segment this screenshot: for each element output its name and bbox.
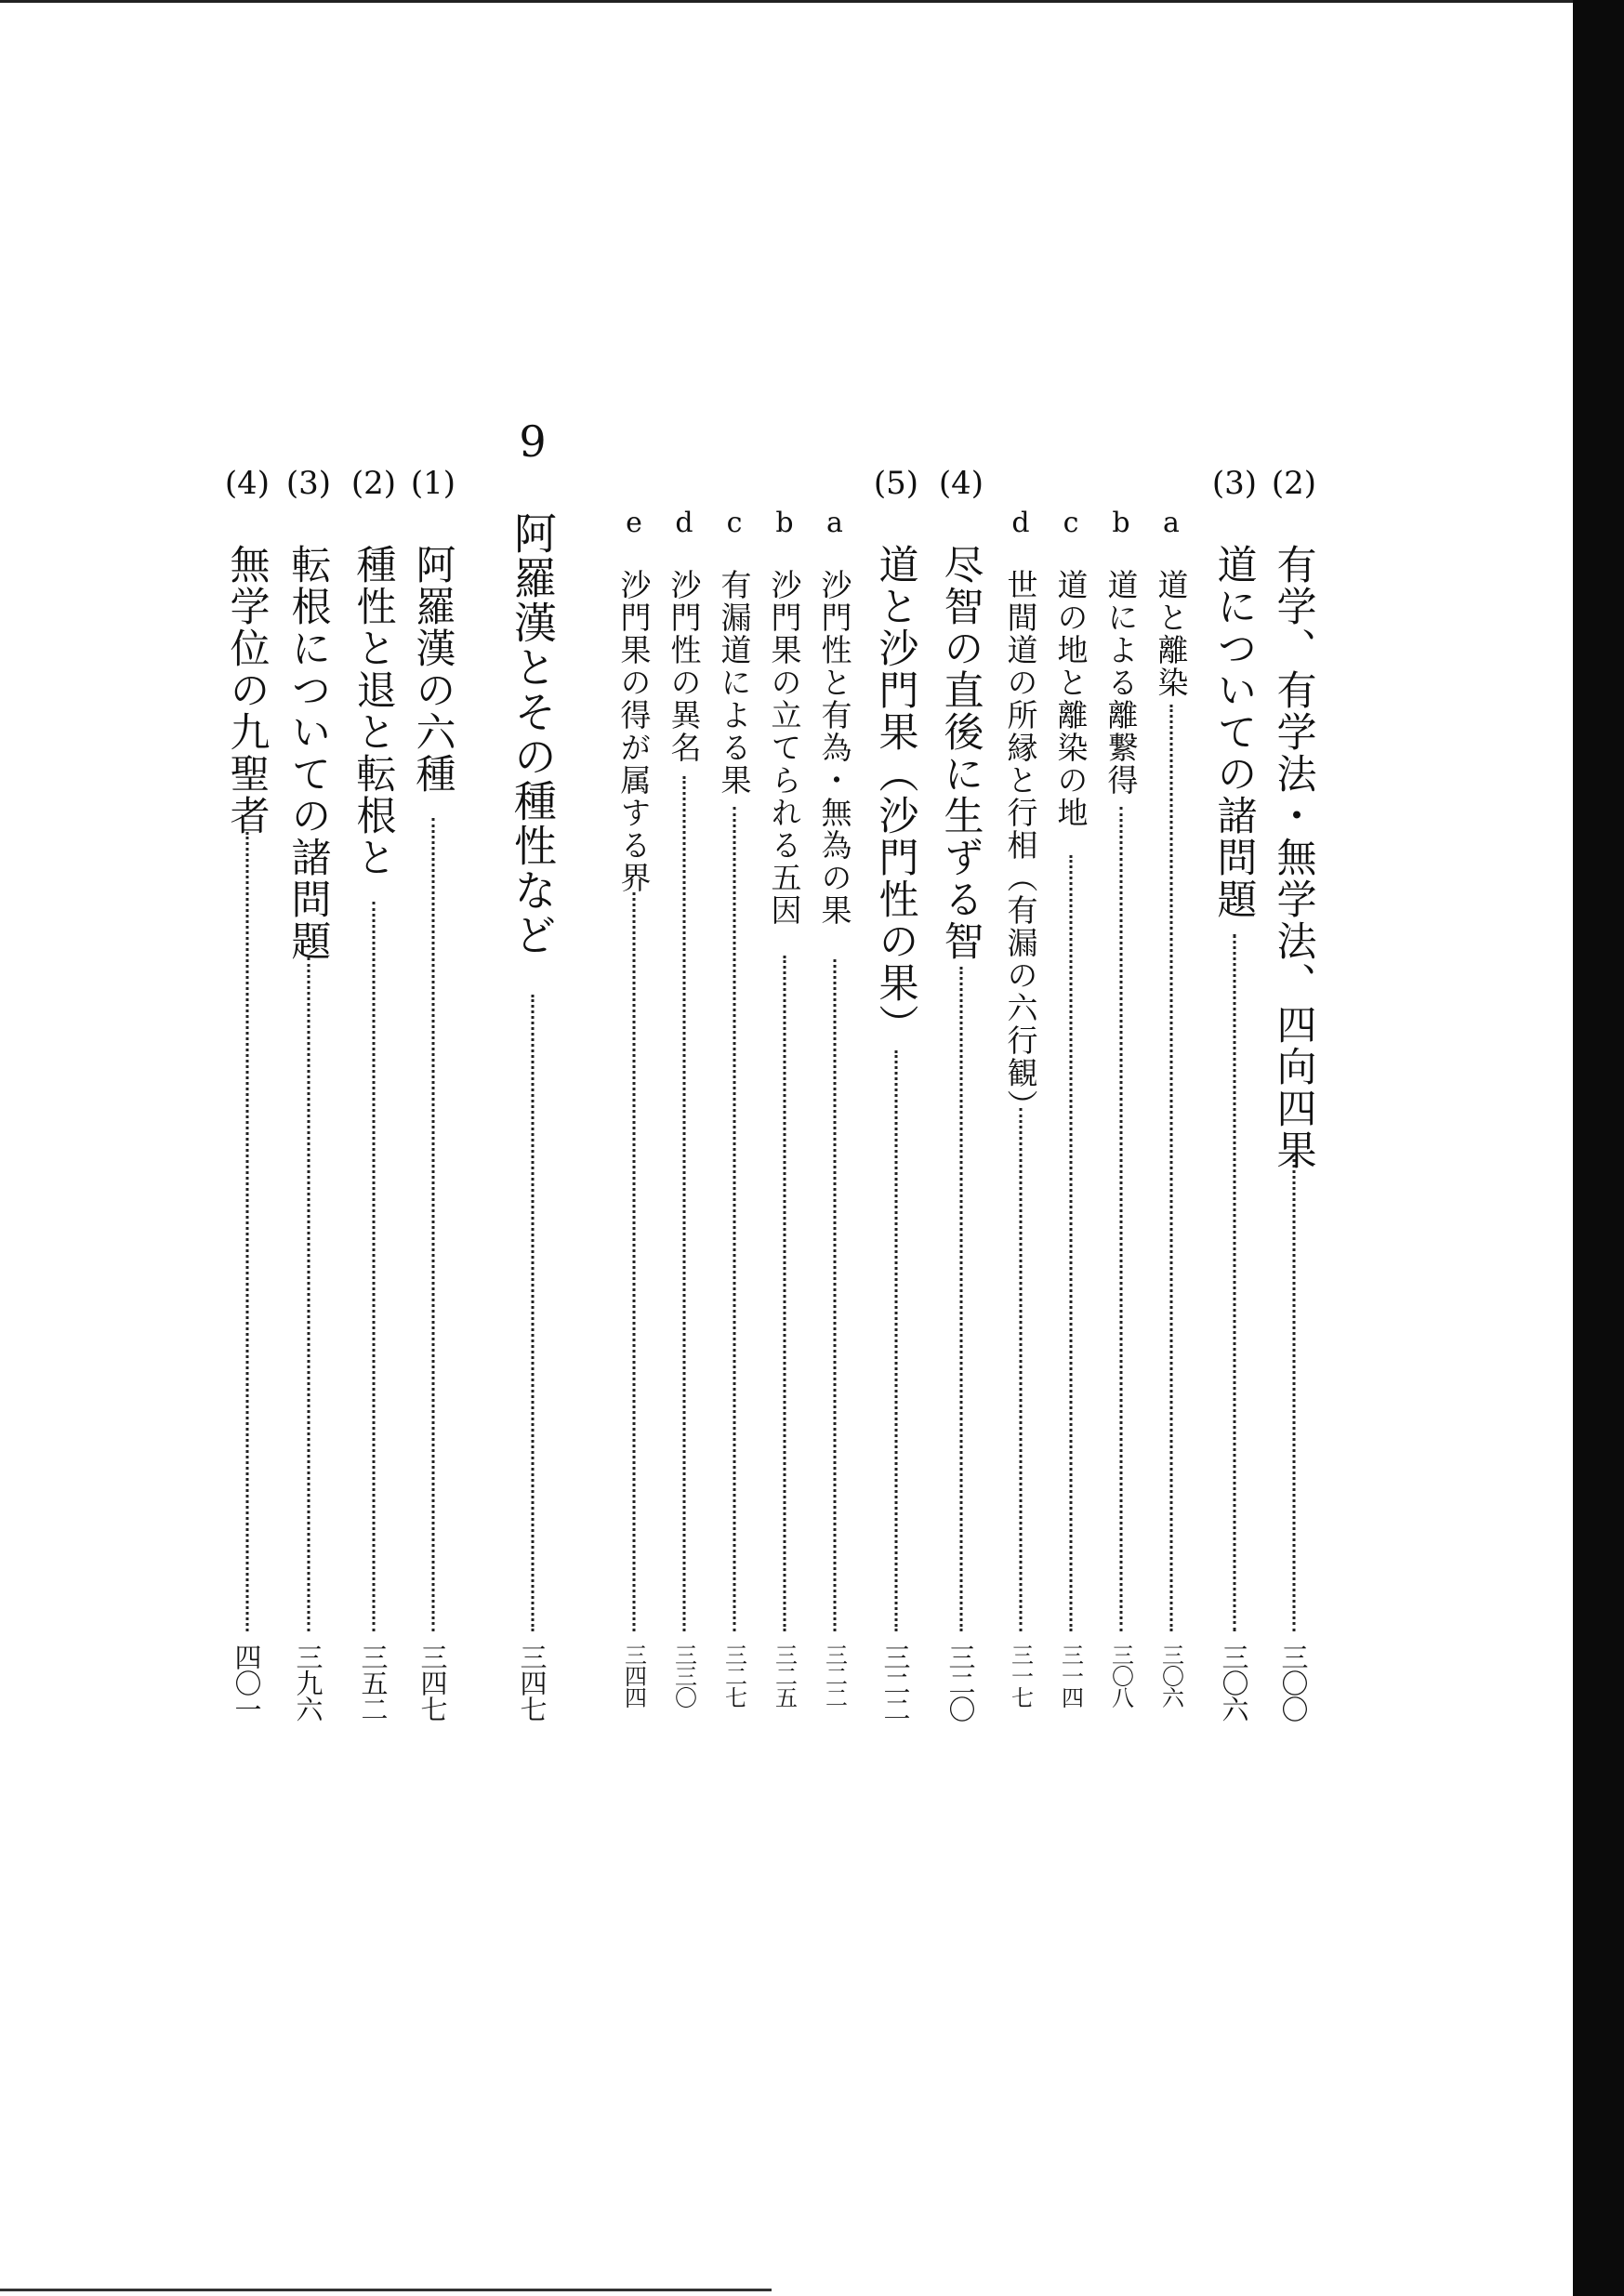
toc-entry[interactable] [997,0,1045,2296]
chapter-title: 阿羅漢とその種性など [508,511,558,957]
entry-page: 三九六 [292,1643,324,1722]
entry-page: 三一七 [1007,1643,1034,1708]
toc-entry[interactable] [1264,0,1324,2296]
entry-title: 道と離染 [1153,569,1190,699]
entry-title: 転根についての諸問題 [284,544,332,962]
entry-page: 三二五 [771,1643,798,1708]
entry-page: 三四七 [516,1643,548,1722]
entry-title: 有学、有学法・無学法、四向四果 [1270,544,1317,1171]
toc-entry[interactable] [218,0,277,2296]
toc-entry[interactable] [403,0,463,2296]
dot-leader [432,818,435,1631]
dot-leader [633,892,636,1631]
toc-entry[interactable] [610,0,658,2296]
toc-entry[interactable] [279,0,338,2296]
entry-label: (1) [410,465,456,502]
entry-label: (2) [350,465,397,502]
dot-leader [1234,934,1236,1631]
dot-leader [1293,1153,1296,1631]
entry-page: 三二二 [821,1643,848,1708]
entry-page: 三二七 [720,1643,747,1708]
dot-leader [960,967,963,1631]
entry-title: 世間道の所縁と行相（有漏の六行観） [1002,569,1039,1122]
entry-page: 三二二 [879,1643,912,1722]
entry-title: 沙門性の異名 [666,569,703,764]
toc-chapter[interactable] [500,0,565,2296]
dot-leader [373,902,376,1631]
entry-title: 沙門性と有為・無為の果 [816,569,853,927]
entry-title: 有漏道による果 [716,569,753,797]
entry-page: 四〇一 [231,1643,263,1722]
dot-leader [683,776,686,1631]
dot-leader [1070,855,1073,1631]
dot-leader [1120,807,1123,1631]
dot-leader [784,956,786,1631]
entry-title: 道についての諸問題 [1210,544,1258,920]
entry-label: (2) [1271,465,1317,502]
entry-page: 三四七 [416,1643,449,1722]
dot-leader [1170,705,1173,1631]
toc-entry[interactable] [1147,0,1195,2296]
toc-entry[interactable] [1047,0,1095,2296]
entry-label: (4) [224,465,271,502]
entry-page: 三三〇 [670,1643,697,1708]
entry-page: 三〇〇 [1277,1643,1310,1722]
entry-page: 三〇八 [1107,1643,1134,1708]
entry-label: c [1063,507,1079,539]
entry-title: 沙門果の立てられる五因 [766,569,803,927]
toc-entry[interactable] [1097,0,1145,2296]
entry-title: 道の地と離染の地 [1052,569,1089,829]
entry-page: 三一四 [1057,1643,1084,1708]
entry-label: (3) [1211,465,1258,502]
entry-label: (3) [285,465,332,502]
dot-leader [1020,1108,1023,1631]
scan-right-edge [1573,0,1624,2296]
entry-page: 三〇六 [1218,1643,1250,1722]
toc-entry[interactable] [1205,0,1264,2296]
entry-label: (5) [873,465,919,502]
dot-leader [308,957,310,1631]
entry-title: 種性と退と転根と [350,544,397,878]
entry-label: c [726,507,743,539]
entry-title: 道と沙門果（沙門性の果） [872,544,919,1046]
dot-leader [733,807,736,1631]
entry-label: b [775,507,794,539]
entry-title: 道による離繋得 [1102,569,1140,797]
entry-label: a [826,507,843,539]
toc-entry[interactable] [344,0,403,2296]
toc-entry[interactable] [811,0,859,2296]
dot-leader [895,1050,898,1631]
entry-label: e [626,507,642,539]
dot-leader [246,832,249,1631]
toc-entry[interactable] [866,0,926,2296]
entry-label: d [1011,507,1030,539]
entry-label: d [675,507,693,539]
entry-page: 三〇六 [1157,1643,1184,1708]
toc-entry[interactable] [760,0,809,2296]
entry-title: 沙門果の得が属する界 [615,569,653,894]
entry-label: b [1112,507,1130,539]
chapter-number: 9 [519,416,547,467]
entry-label: (4) [938,465,984,502]
toc-entry[interactable] [660,0,708,2296]
toc-entry[interactable] [931,0,991,2296]
entry-title: 無学位の九聖者 [223,544,271,837]
entry-page: 三四四 [620,1643,647,1708]
entry-label: a [1163,507,1180,539]
dot-leader [834,959,837,1631]
entry-page: 三五二 [357,1643,389,1722]
entry-title: 尽智の直後に生ずる智 [937,544,984,962]
toc-entry[interactable] [710,0,759,2296]
entry-title: 阿羅漢の六種 [409,544,456,795]
entry-page: 三二〇 [944,1643,977,1722]
dot-leader [532,995,535,1631]
